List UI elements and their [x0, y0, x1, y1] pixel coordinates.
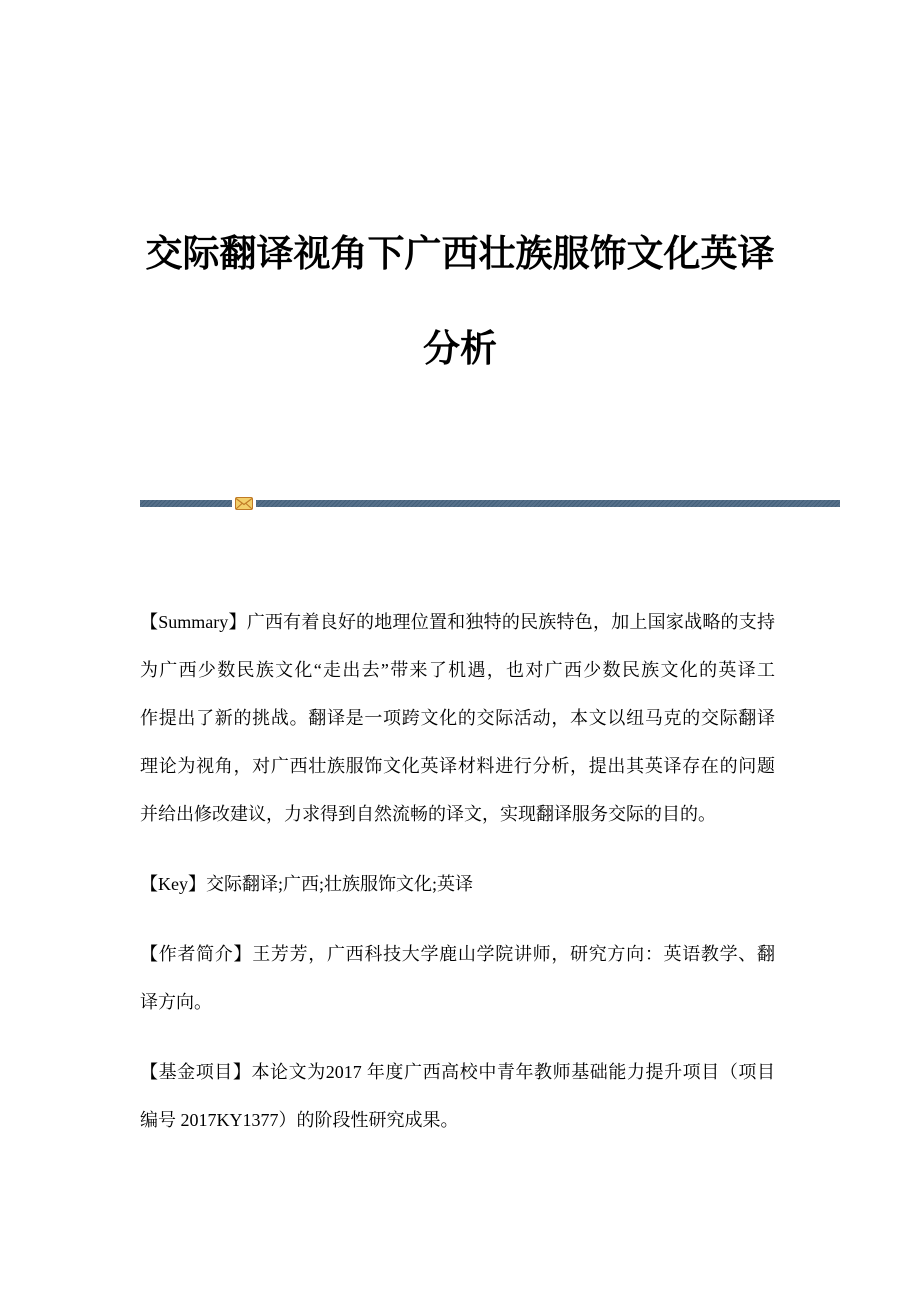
funding-label: 【基金项目】 [140, 1062, 252, 1082]
summary-text: 并给出修改建议，力求得到自然流畅的译文，实现翻译服务交际的目的。 [140, 804, 716, 824]
author-line [140, 978, 775, 1026]
summary-line [140, 790, 775, 838]
divider-bar-left [140, 500, 232, 507]
title-line-1: 交际翻译视角下广西壮族服饰文化英译 [145, 234, 775, 275]
summary-text: 作提出了新的挑战。翻译是一项跨文化的交际活动，本文以纽马克的交际翻译 [140, 708, 775, 728]
divider-bar-right [256, 500, 840, 507]
abstract-body [140, 598, 775, 1166]
summary-line [140, 742, 775, 790]
summary-line [140, 598, 775, 646]
summary-label: 【Summary】 [140, 612, 247, 632]
funding-text: 编号 2017KY1377）的阶段性研究成果。 [140, 1110, 459, 1130]
summary-text: 理论为视角，对广西壮族服饰文化英译材料进行分析，提出其英译存在的问题 [140, 756, 775, 776]
title-divider [140, 497, 840, 510]
title-line-2: 分析 [423, 329, 497, 370]
funding-paragraph [140, 1048, 775, 1144]
author-label: 【作者简介】 [140, 944, 253, 964]
summary-text: 为广西少数民族文化“走出去”带来了机遇，也对广西少数民族文化的英译工 [140, 660, 775, 680]
funding-text: 本论文为2017 年度广西高校中青年教师基础能力提升项目（项目 [251, 1062, 775, 1082]
envelope-icon [235, 497, 253, 510]
author-text: 王芳芳，广西科技大学鹿山学院讲师，研究方向：英语教学、翻 [252, 944, 776, 964]
summary-text: 广西有着良好的地理位置和独特的民族特色，加上国家战略的支持 [246, 612, 776, 632]
author-text: 译方向。 [140, 992, 212, 1012]
keywords-label: 【Key】 [140, 874, 206, 894]
summary-paragraph [140, 598, 775, 838]
summary-line [140, 694, 775, 742]
funding-line [140, 1096, 775, 1144]
keywords-line [140, 860, 775, 908]
funding-line [140, 1048, 775, 1096]
keywords-paragraph [140, 860, 775, 908]
summary-line [140, 646, 775, 694]
author-line [140, 930, 775, 978]
document-title [110, 207, 810, 397]
keywords-text: 交际翻译;广西;壮族服饰文化;英译 [206, 874, 474, 894]
author-paragraph [140, 930, 775, 1026]
